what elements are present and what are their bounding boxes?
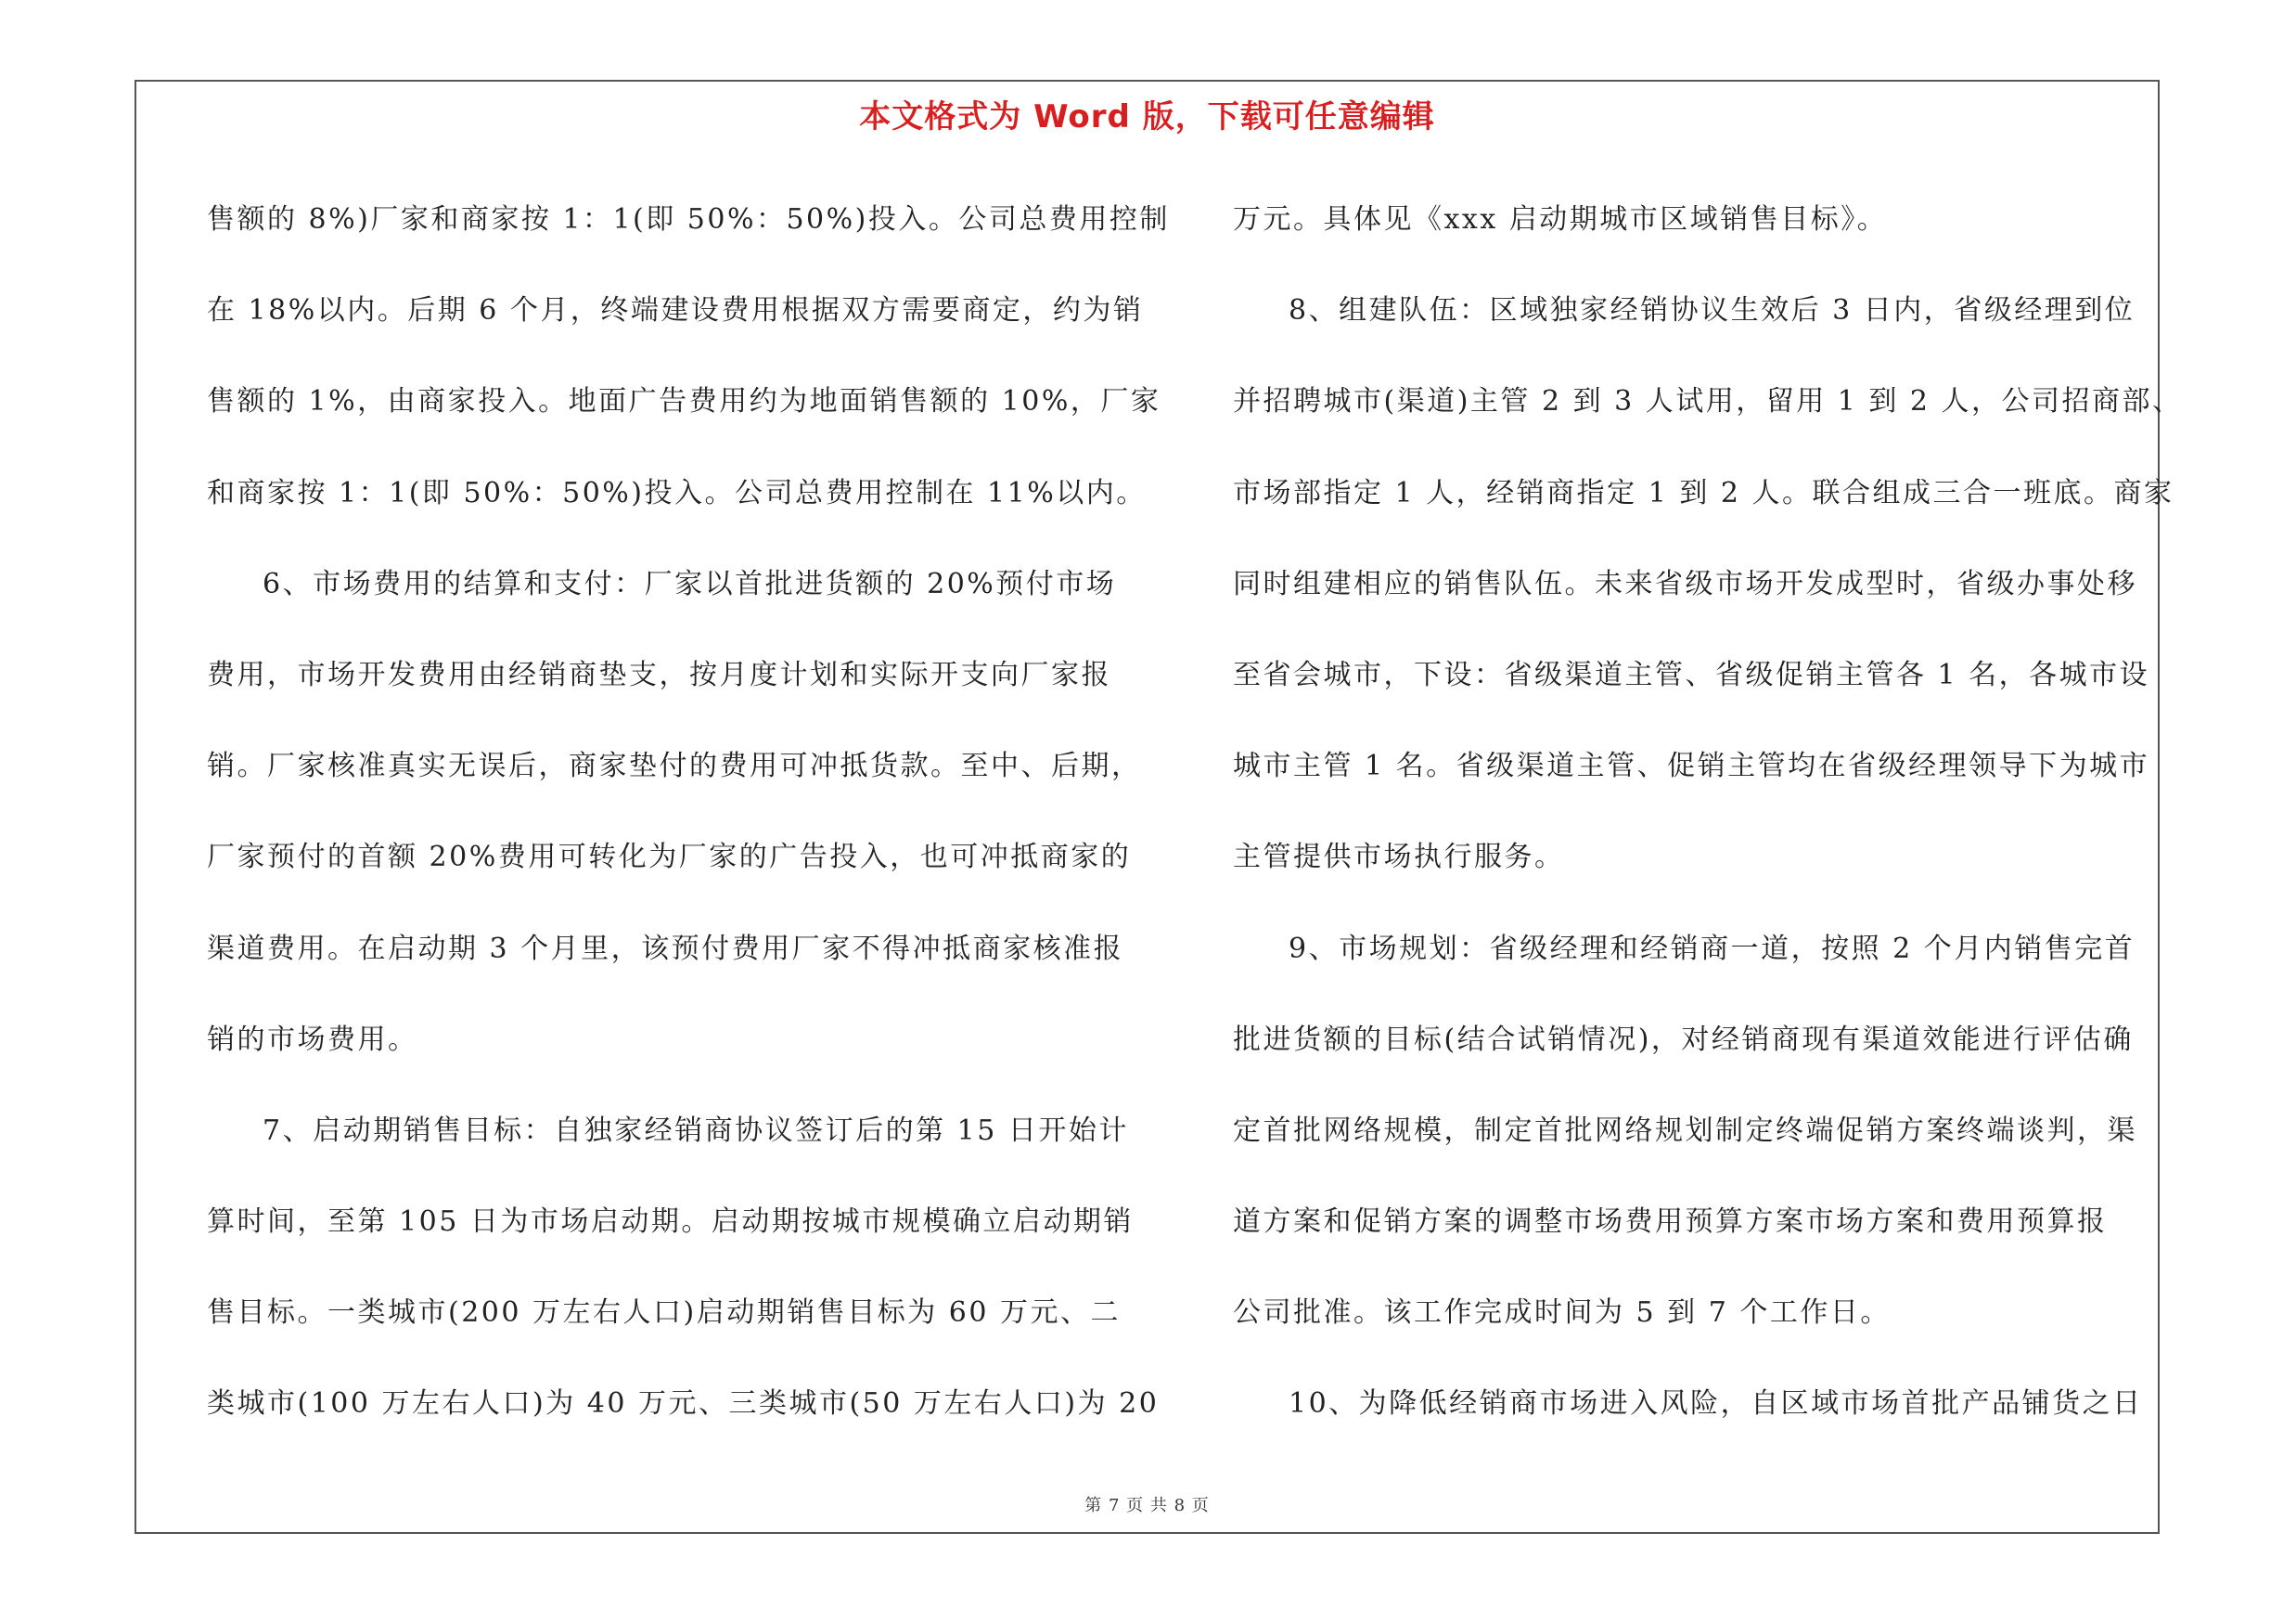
text-line: 公司批准。该工作完成时间为 5 到 7 个工作日。 xyxy=(1233,1296,1891,1330)
text-line: 售额的 1%，由商家投入。地面广告费用约为地面销售额的 10%，厂家 xyxy=(207,385,1161,419)
text-line: 销。厂家核准真实无误后，商家垫付的费用可冲抵货款。至中、后期， xyxy=(207,750,1142,783)
text-line: 销的市场费用。 xyxy=(207,1023,418,1056)
text-line: 城市主管 1 名。省级渠道主管、促销主管均在省级经理领导下为城市 xyxy=(1233,750,2150,783)
text-line: 市场部指定 1 人，经销商指定 1 到 2 人。联合组成三合一班底。商家 xyxy=(1233,476,2174,509)
page-frame xyxy=(135,80,2183,1534)
text-line: 和商家按 1：1(即 50%：50%)投入。公司总费用控制在 11%以内。 xyxy=(207,476,1147,509)
text-line: 算时间，至第 105 日为市场启动期。启动期按城市规模确立启动期销 xyxy=(207,1205,1134,1239)
text-line: 售额的 8%)厂家和商家按 1：1(即 50%：50%)投入。公司总费用控制 xyxy=(207,203,1170,236)
text-line: 9、市场规划：省级经理和经销商一道，按照 2 个月内销售完首 xyxy=(1289,932,2136,965)
text-line: 批进货额的目标(结合试销情况)，对经销商现有渠道效能进行评估确 xyxy=(1233,1023,2134,1056)
text-line: 同时组建相应的销售队伍。未来省级市场开发成型时，省级办事处移 xyxy=(1233,567,2137,600)
text-line: 售目标。一类城市(200 万左右人口)启动期销售目标为 60 万元、二 xyxy=(207,1296,1121,1330)
right-column xyxy=(1233,174,2183,1450)
page-number-footer: 第 7 页 共 8 页 xyxy=(1084,1496,1210,1515)
text-line: 在 18%以内。后期 6 个月，终端建设费用根据双方需要商定，约为销 xyxy=(207,294,1144,328)
text-line: 10、为降低经销商市场进入风险，自区域市场首批产品铺货之日 xyxy=(1289,1387,2143,1421)
text-line: 主管提供市场执行服务。 xyxy=(1233,841,1565,874)
text-line: 7、启动期销售目标：自独家经销商协议签订后的第 15 日开始计 xyxy=(263,1114,1129,1147)
text-line: 万元。具体见《xxx 启动期城市区域销售目标》。 xyxy=(1233,203,1888,236)
text-line: 定首批网络规模，制定首批网络规划制定终端促销方案终端谈判，渠 xyxy=(1233,1114,2137,1147)
text-line: 费用，市场开发费用由经销商垫支，按月度计划和实际开支向厂家报 xyxy=(207,658,1111,691)
left-column xyxy=(207,174,1170,1450)
text-line: 并招聘城市(渠道)主管 2 到 3 人试用，留用 1 到 2 人，公司招商部、 xyxy=(1233,385,2183,419)
word-format-banner: 本文格式为 Word 版，下载可任意编辑 xyxy=(859,98,1435,135)
text-line: 至省会城市，下设：省级渠道主管、省级促销主管各 1 名，各城市设 xyxy=(1233,658,2150,691)
text-line: 渠道费用。在启动期 3 个月里，该预付费用厂家不得冲抵商家核准报 xyxy=(207,932,1124,965)
text-line: 厂家预付的首额 20%费用可转化为厂家的广告投入，也可冲抵商家的 xyxy=(207,841,1132,874)
text-line: 道方案和促销方案的调整市场费用预算方案市场方案和费用预算报 xyxy=(1233,1205,2108,1239)
text-line: 6、市场费用的结算和支付：厂家以首批进货额的 20%预付市场 xyxy=(263,567,1117,600)
text-line: 8、组建队伍：区域独家经销协议生效后 3 日内，省级经理到位 xyxy=(1289,294,2136,328)
text-line: 类城市(100 万左右人口)为 40 万元、三类城市(50 万左右人口)为 20 xyxy=(207,1387,1160,1421)
